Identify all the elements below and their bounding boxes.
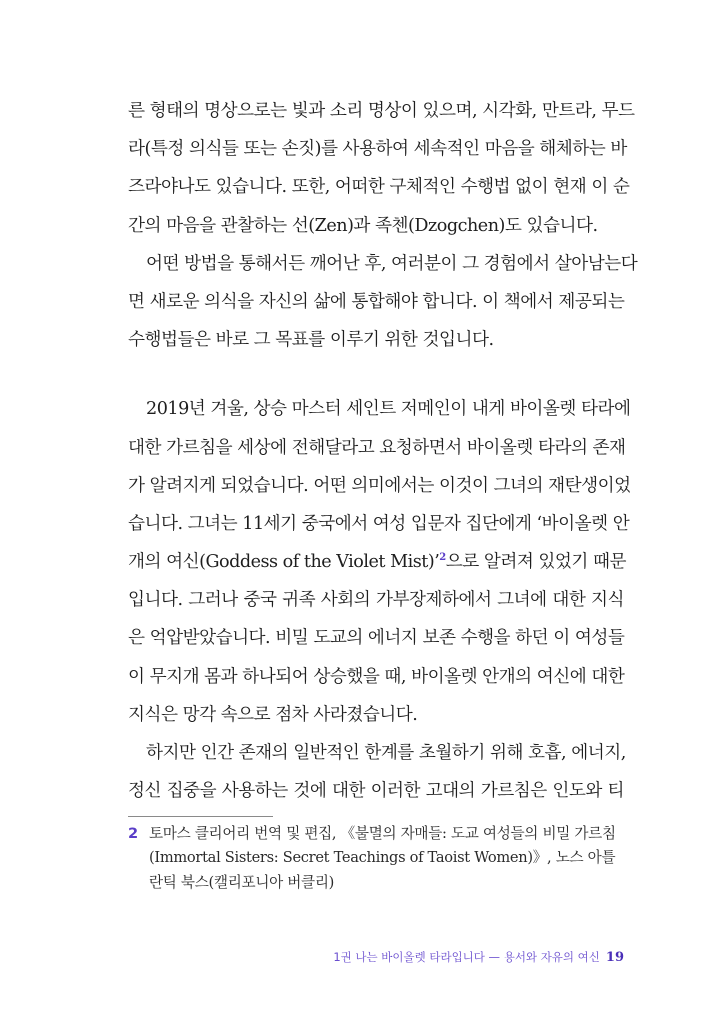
text-line: 라(특정 의식들 또는 손짓)를 사용하여 세속적인 마음을 해체하는 바 [128, 139, 627, 160]
text-line: 2019년 겨울, 상승 마스터 세인트 저메인이 내게 바이올렛 타라에 [146, 399, 631, 420]
running-footer [333, 949, 624, 965]
text-line: 른 형태의 명상으로는 빛과 소리 명상이 있으며, 시각화, 만트라, 무드 [128, 101, 635, 121]
footnote-number: 2 [128, 825, 138, 842]
running-title: 1권 나는 바이올렛 타라입니다 — 용서와 자유의 여신 [333, 950, 600, 964]
text-line: 지식은 망각 속으로 점차 사라졌습니다. [128, 704, 418, 725]
text-line-with-footnote [128, 543, 624, 581]
section-gap [128, 359, 624, 390]
text-line: 면 새로운 의식을 자신의 삶에 통합해야 합니다. 이 책에서 제공되는 [128, 291, 625, 312]
text-line: 이 무지개 몸과 하나되어 상승했을 때, 바이올렛 안개의 여신에 대한 [128, 666, 625, 687]
text-line: 간의 마음을 관찰하는 선(Zen)과 족첸(Dzogchen)도 있습니다. [128, 215, 598, 236]
text-line: 대한 가르침을 세상에 전해달라고 요청하면서 바이올렛 타라의 존재 [128, 437, 626, 458]
footnote-line [128, 822, 624, 846]
footnote-divider [128, 816, 273, 817]
text-line: 즈라야나도 있습니다. 또한, 어떠한 구체적인 수행법 없이 현재 이 순 [128, 177, 630, 198]
text-segment: 개의 여신(Goddess of the Violet Mist)’ [128, 552, 440, 573]
footnote-text: 토마스 클리어리 번역 및 편집, 《불멸의 자매들: 도교 여성들의 비밀 가르침 [149, 825, 616, 842]
text-line: 하지만 인간 존재의 일반적인 한계를 초월하기 위해 호흡, 에너지, [146, 743, 626, 763]
text-line: 어떤 방법을 통해서든 깨어난 후, 여러분이 그 경험에서 살아남는다 [146, 253, 638, 274]
text-line: 수행법들은 바로 그 목표를 이루기 위한 것입니다. [128, 330, 494, 351]
text-line: 습니다. 그녀는 11세기 중국에서 여성 입문자 집단에게 ‘바이올렛 안 [128, 513, 630, 534]
text-line: 정신 집중을 사용하는 것에 대한 이러한 고대의 가르침은 인도와 티 [128, 781, 624, 802]
text-segment: 으로 알려져 있었기 때문 [445, 552, 626, 573]
footnote-line: 란틱 북스(캘리포니아 버클리) [149, 873, 335, 891]
page-number: 19 [605, 950, 624, 965]
footnote-reference[interactable]: 2 [439, 552, 446, 564]
text-line: 가 알려지게 되었습니다. 어떤 의미에서는 이것이 그녀의 재탄생이었 [128, 475, 631, 496]
footnote-line: (Immortal Sisters: Secret Teachings of Taoist Women)》, 노스 아틀 [149, 849, 616, 867]
footnote [128, 822, 624, 895]
text-line: 입니다. 그러나 중국 귀족 사회의 가부장제하에서 그녀에 대한 지식 [128, 590, 624, 611]
text-line: 은 억압받았습니다. 비밀 도교의 에너지 보존 수행을 하던 이 여성들 [128, 628, 625, 649]
body-text [128, 92, 638, 810]
